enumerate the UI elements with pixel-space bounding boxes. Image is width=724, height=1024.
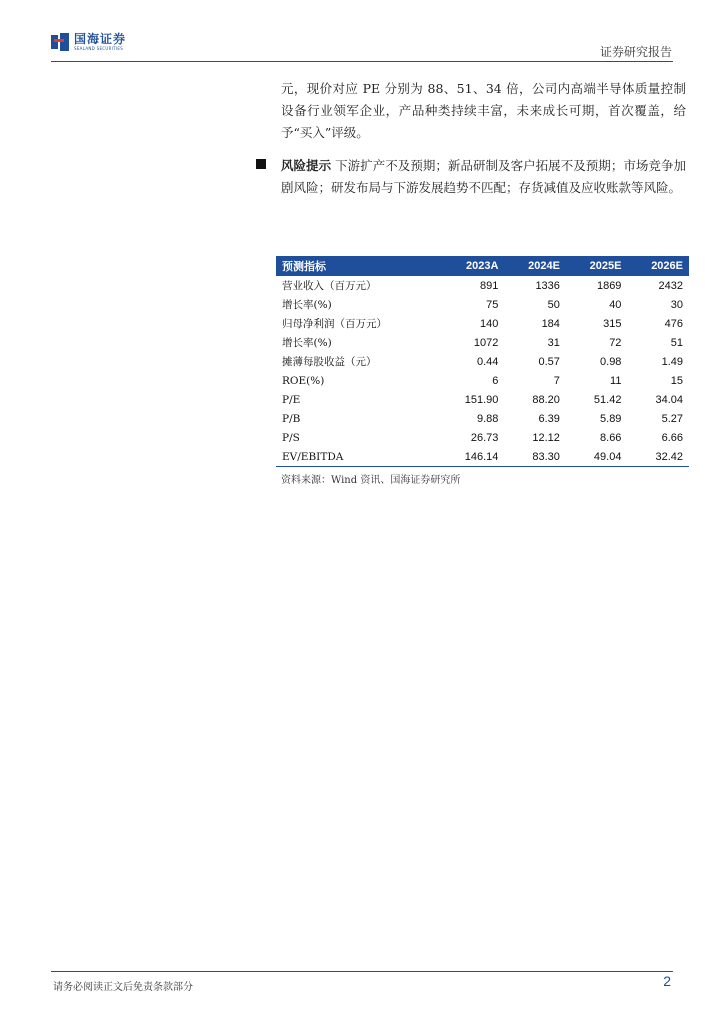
- table-header-cell: 2023A: [440, 256, 504, 276]
- logo-en-text: SEALAND SECURITIES: [74, 46, 124, 51]
- table-cell: 72: [609, 336, 622, 349]
- table-cell: 146.14: [440, 447, 504, 467]
- table-cell: 归母净利润（百万元）: [282, 318, 387, 330]
- page-number: 2: [663, 973, 671, 989]
- table-cell: 50: [547, 298, 560, 311]
- table-source-note: 资料来源：Wind 资讯、国海证券研究所: [281, 475, 461, 486]
- table-cell: 49.04: [566, 447, 628, 467]
- table-cell: 26.73: [470, 431, 499, 444]
- table-cell: 51.42: [593, 393, 622, 406]
- table-cell: 0.44: [476, 355, 499, 368]
- table-header-cell: 2026E: [627, 256, 689, 276]
- table-row: [276, 428, 689, 447]
- risk-paragraph: [281, 155, 686, 199]
- table-cell: 1869: [596, 279, 622, 292]
- table-cell: P/B: [282, 412, 301, 425]
- table-cell: 2432: [658, 279, 683, 292]
- table-cell: 1.49: [661, 355, 683, 368]
- footer-divider: [51, 971, 673, 972]
- table-cell: 5.89: [600, 412, 622, 425]
- table-cell: 8.66: [600, 431, 622, 444]
- forecast-table: [276, 256, 689, 467]
- table-header-cell: 预测指标: [276, 256, 440, 276]
- table-cell: 51: [670, 336, 683, 349]
- table-cell: 0.98: [600, 355, 622, 368]
- table-cell: 315: [603, 317, 622, 330]
- table-row: [276, 409, 689, 428]
- table-cell: 151.90: [464, 393, 499, 406]
- table-cell: 5.27: [661, 412, 683, 425]
- table-row: [276, 390, 689, 409]
- table-cell: 6.66: [661, 431, 683, 444]
- table-row: [276, 276, 689, 295]
- risk-title: 风险提示: [281, 158, 332, 173]
- table-cell: 40: [609, 298, 622, 311]
- logo-icon: [51, 33, 69, 51]
- table-cell: 75: [486, 298, 499, 311]
- table-cell: 476: [664, 317, 683, 330]
- table-row: [276, 371, 689, 390]
- table-cell: 12.12: [532, 431, 560, 444]
- table-cell: 9.88: [476, 412, 499, 425]
- table-row: [276, 352, 689, 371]
- header-divider: [51, 61, 673, 62]
- bullet-square-icon: [256, 159, 266, 169]
- table-cell: 184: [541, 317, 560, 330]
- table-cell: 32.42: [627, 447, 689, 467]
- table-row: [276, 447, 689, 467]
- table-cell: P/E: [282, 393, 301, 406]
- table-header-row: [276, 256, 689, 276]
- table-header-cell: 2024E: [504, 256, 566, 276]
- risk-text: 下游扩产不及预期；新品研制及客户拓展不及预期；市场竞争加剧风险；研发布局与下游发展趋势不匹配；存货减值及应收账款等风险。: [281, 158, 686, 195]
- table-cell: 营业收入（百万元）: [282, 280, 377, 292]
- table-header-cell: 2025E: [566, 256, 628, 276]
- table-cell: 891: [480, 279, 499, 292]
- footer-disclaimer: 请务必阅读正文后免责条款部分: [53, 982, 193, 993]
- table-cell: P/S: [282, 431, 300, 444]
- table-cell: 11: [610, 374, 622, 387]
- report-type-label: 证券研究报告: [599, 45, 672, 59]
- table-cell: 1336: [535, 279, 560, 292]
- table-row: [276, 333, 689, 352]
- table-row: [276, 314, 689, 333]
- table-cell: 摊薄每股收益（元）: [282, 356, 377, 368]
- table-cell: 83.30: [504, 447, 566, 467]
- table-cell: 1072: [473, 336, 499, 349]
- table-cell: 34.04: [655, 393, 683, 406]
- table-cell: 增长率(%): [282, 337, 332, 349]
- table-row: [276, 295, 689, 314]
- table-cell: 0.57: [538, 355, 560, 368]
- table-cell: 140: [480, 317, 499, 330]
- table-cell: 6: [492, 374, 499, 387]
- table-cell: 30: [670, 298, 683, 311]
- logo-cn-text: 国海证券: [74, 32, 127, 46]
- table-cell: 88.20: [532, 393, 560, 406]
- company-logo: [51, 31, 126, 53]
- table-cell: ROE(%): [282, 374, 325, 387]
- table-cell: 7: [553, 374, 560, 387]
- table-cell: EV/EBITDA: [276, 447, 440, 467]
- table-cell: 31: [547, 336, 560, 349]
- page-header: [0, 0, 724, 62]
- table-cell: 15: [670, 374, 683, 387]
- valuation-paragraph: 元，现价对应 PE 分别为 88、51、34 倍，公司内高端半导体质量控制设备行业领军企业，产品种类持续丰富，未来成长可期，首次覆盖，给予“买入”评级。: [281, 81, 686, 140]
- table-cell: 增长率(%): [282, 299, 332, 311]
- table-cell: 6.39: [538, 412, 560, 425]
